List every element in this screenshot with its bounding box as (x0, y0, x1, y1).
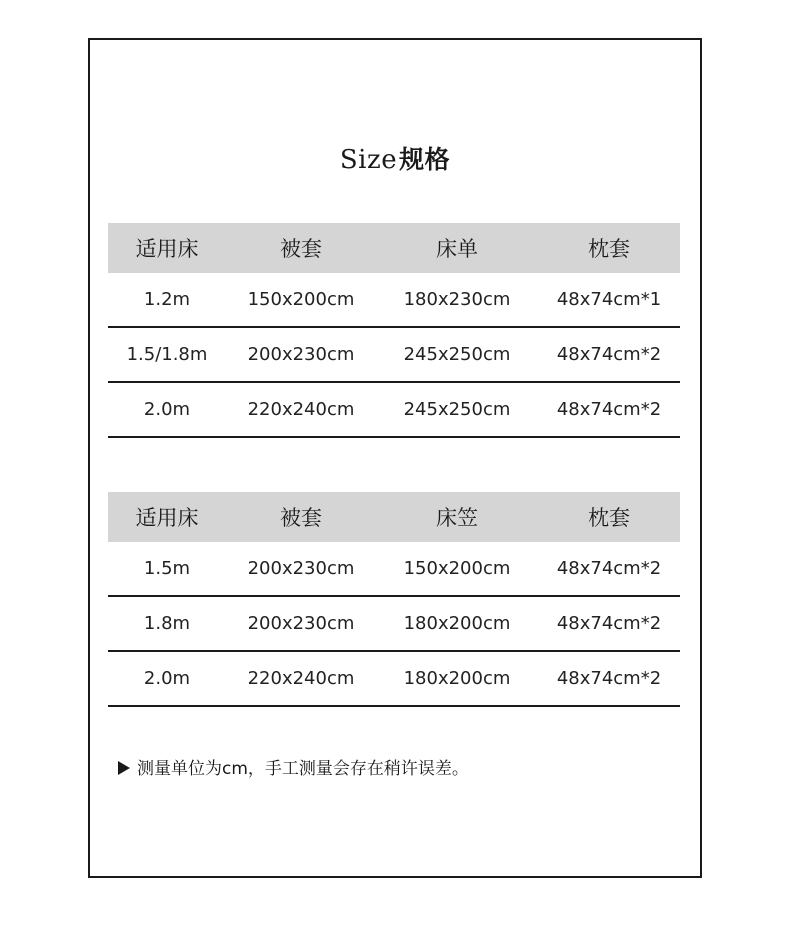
cell-pillowcase: 48x74cm*2 (556, 668, 662, 689)
cell-fitted-sheet: 150x200cm (403, 558, 511, 579)
table-row (108, 383, 680, 438)
header-pillowcase: 枕套 (588, 506, 630, 530)
table-header (108, 223, 680, 273)
cell-duvet-cover: 150x200cm (247, 289, 355, 310)
table-row (108, 597, 680, 652)
page-title (90, 140, 700, 180)
cell-bed-size: 1.8m (143, 613, 191, 634)
cell-bed-sheet: 245x250cm (403, 399, 511, 420)
note-text: 测量单位为cm，手工测量会存在稍许误差。 (137, 759, 469, 779)
cell-pillowcase: 48x74cm*2 (556, 558, 662, 579)
cell-bed-size: 1.2m (143, 289, 191, 310)
cell-bed-size: 2.0m (143, 399, 191, 420)
cell-pillowcase: 48x74cm*1 (556, 289, 662, 310)
cell-pillowcase: 48x74cm*2 (556, 399, 662, 420)
header-duvet-cover: 被套 (280, 237, 322, 261)
cell-fitted-sheet: 180x200cm (403, 668, 511, 689)
cell-pillowcase: 48x74cm*2 (556, 344, 662, 365)
cell-duvet-cover: 200x230cm (247, 558, 355, 579)
table-row (108, 652, 680, 707)
table-row (108, 273, 680, 328)
header-bed-size: 适用床 (135, 237, 199, 261)
cell-duvet-cover: 220x240cm (247, 399, 355, 420)
header-pillowcase: 枕套 (588, 237, 630, 261)
table-header (108, 492, 680, 542)
cell-duvet-cover: 200x230cm (247, 613, 355, 634)
size-table-duvet-sheet (108, 223, 680, 438)
size-chart-frame (88, 38, 702, 878)
header-fitted-sheet: 床笠 (436, 506, 478, 530)
measurement-note (118, 756, 469, 782)
header-duvet-cover: 被套 (280, 506, 322, 530)
cell-pillowcase: 48x74cm*2 (556, 613, 662, 634)
cell-duvet-cover: 200x230cm (247, 344, 355, 365)
table-row (108, 542, 680, 597)
cell-bed-size: 1.5m (143, 558, 191, 579)
cell-bed-size: 1.5/1.8m (126, 344, 208, 365)
triangle-right-icon (118, 761, 130, 775)
header-bed-sheet: 床单 (436, 237, 478, 261)
cell-bed-sheet: 180x230cm (403, 289, 511, 310)
size-table-duvet-fitted-sheet (108, 492, 680, 707)
header-bed-size: 适用床 (135, 506, 199, 530)
cell-bed-sheet: 245x250cm (403, 344, 511, 365)
cell-fitted-sheet: 180x200cm (403, 613, 511, 634)
cell-duvet-cover: 220x240cm (247, 668, 355, 689)
title-cjk: 规格 (399, 145, 451, 174)
title-latin: Size (339, 145, 398, 175)
table-row (108, 328, 680, 383)
cell-bed-size: 2.0m (143, 668, 191, 689)
